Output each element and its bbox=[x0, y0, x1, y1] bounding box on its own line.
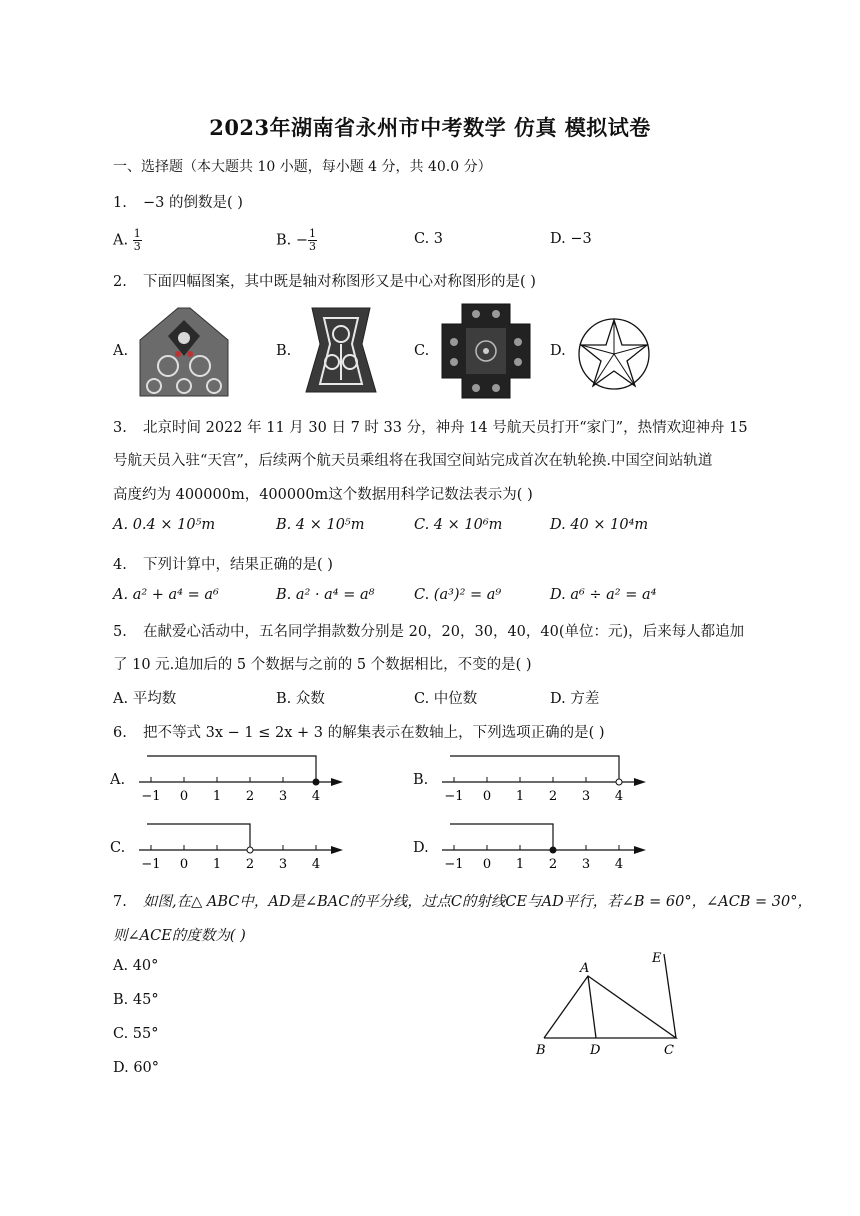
label-b: B bbox=[536, 1043, 546, 1058]
q1-option-b[interactable] bbox=[276, 228, 317, 253]
pattern-d-star-icon bbox=[576, 316, 652, 392]
closed-endpoint bbox=[550, 847, 556, 853]
q2-option-d-label[interactable]: D. bbox=[550, 343, 566, 359]
q6-option-a-label[interactable]: A. bbox=[110, 772, 126, 788]
question-7-line2: 则∠ACE的度数为( ) bbox=[113, 928, 246, 944]
tick-label: 2 bbox=[245, 857, 255, 872]
open-endpoint bbox=[247, 847, 253, 853]
q1-option-d[interactable]: D. −3 bbox=[550, 231, 592, 247]
q5-option-d[interactable]: D. 方差 bbox=[550, 691, 600, 707]
tick-label: 1 bbox=[212, 857, 222, 872]
q4-option-c[interactable]: C. (a³)² = a⁹ bbox=[414, 587, 502, 603]
option-label: B. − bbox=[276, 232, 309, 249]
solution-bracket bbox=[147, 824, 250, 850]
pattern-c-image bbox=[440, 302, 532, 400]
label-a: A bbox=[580, 961, 590, 976]
option-label: A. bbox=[113, 232, 129, 249]
question-3-line3: 高度约为 400000m，400000m这个数据用科学记数法表示为( ) bbox=[113, 487, 533, 503]
tick-label: 2 bbox=[245, 789, 255, 804]
section-heading: 一、选择题（本大题共 10 小题，每小题 4 分，共 40.0 分） bbox=[113, 159, 492, 175]
question-text: 北京时间 2022 年 11 月 30 日 7 时 33 分，神舟 14 号航天员打开“家门”，热情欢迎神舟 15 bbox=[143, 420, 748, 436]
q2-option-a-label[interactable]: A. bbox=[113, 343, 129, 359]
q7-option-a[interactable]: A. 40° bbox=[113, 958, 159, 974]
q4-option-d[interactable]: D. a⁶ ÷ a² = a⁴ bbox=[550, 587, 657, 603]
tick-label: 2 bbox=[548, 789, 558, 804]
q1-option-c[interactable]: C. 3 bbox=[414, 231, 444, 247]
solution-bracket bbox=[147, 756, 316, 782]
tick-label: 1 bbox=[515, 857, 525, 872]
q3-option-b[interactable]: B. 4 × 10⁵m bbox=[276, 517, 365, 533]
question-number: 2. bbox=[113, 274, 127, 290]
tick-label: 0 bbox=[482, 857, 492, 872]
question-2-stem bbox=[113, 270, 536, 291]
tick-label: 2 bbox=[548, 857, 558, 872]
question-1-stem bbox=[113, 191, 243, 212]
tick-label: 0 bbox=[179, 857, 189, 872]
axis-arrow bbox=[634, 778, 646, 786]
tick-label: 0 bbox=[179, 789, 189, 804]
q1-option-a[interactable] bbox=[113, 228, 142, 253]
axis-arrow bbox=[331, 778, 343, 786]
tick-label: 3 bbox=[278, 857, 288, 872]
tick-label: 0 bbox=[482, 789, 492, 804]
tick-label: 3 bbox=[278, 789, 288, 804]
tick-label: 4 bbox=[311, 789, 321, 804]
question-text: 把不等式 3x − 1 ≤ 2x + 3 的解集表示在数轴上，下列选项正确的是( ) bbox=[143, 725, 605, 741]
tick-label: 4 bbox=[614, 857, 624, 872]
question-6-stem bbox=[113, 721, 605, 742]
solution-bracket bbox=[450, 756, 619, 782]
fraction: $\frac{1}{3}$ bbox=[309, 227, 317, 253]
number-line-c bbox=[135, 816, 350, 876]
question-text: −3 的倒数是( ) bbox=[143, 195, 243, 211]
page-title: 2023年湖南省永州市中考数学 仿真 模拟试卷 bbox=[209, 115, 651, 140]
tick-label: −1 bbox=[444, 789, 464, 804]
tick-label: 3 bbox=[581, 857, 591, 872]
question-number: 3. bbox=[113, 420, 127, 436]
axis-arrow bbox=[634, 846, 646, 854]
question-3-stem bbox=[113, 416, 748, 437]
label-d: D bbox=[590, 1043, 601, 1058]
q3-option-c[interactable]: C. 4 × 10⁶m bbox=[414, 517, 503, 533]
axis-arrow bbox=[331, 846, 343, 854]
number-line-a bbox=[135, 748, 350, 808]
q6-option-c-label[interactable]: C. bbox=[110, 840, 126, 856]
tick-label: −1 bbox=[141, 857, 161, 872]
q5-option-b[interactable]: B. 众数 bbox=[276, 691, 325, 707]
question-number: 1. bbox=[113, 195, 127, 211]
tick-label: 3 bbox=[581, 789, 591, 804]
pattern-b-image bbox=[302, 304, 380, 396]
q5-option-a[interactable]: A. 平均数 bbox=[113, 691, 177, 707]
fraction: $\frac{1}{3}$ bbox=[133, 227, 141, 253]
q7-option-c[interactable]: C. 55° bbox=[113, 1026, 159, 1042]
number-line-d bbox=[438, 816, 653, 876]
q3-option-a[interactable]: A. 0.4 × 10⁵m bbox=[113, 517, 216, 533]
q7-option-d[interactable]: D. 60° bbox=[113, 1060, 160, 1076]
q2-option-b-label[interactable]: B. bbox=[276, 343, 292, 359]
question-text: 下列计算中，结果正确的是( ) bbox=[143, 557, 333, 573]
number-line-b bbox=[438, 748, 653, 808]
q6-option-b-label[interactable]: B. bbox=[413, 772, 429, 788]
tick-label: −1 bbox=[444, 857, 464, 872]
question-5-line2: 了 10 元.追加后的 5 个数据与之前的 5 个数据相比，不变的是( ) bbox=[113, 657, 532, 673]
question-3-line2: 号航天员入驻“天宫”，后续两个航天员乘组将在我国空间站完成首次在轨轮换.中国空间站轨道 bbox=[113, 453, 713, 469]
question-5-stem bbox=[113, 620, 744, 641]
question-number: 6. bbox=[113, 725, 127, 741]
q4-option-a[interactable]: A. a² + a⁴ = a⁶ bbox=[113, 587, 219, 603]
question-text: 下面四幅图案，其中既是轴对称图形又是中心对称图形的是( ) bbox=[143, 274, 536, 290]
question-text: 在献爱心活动中，五名同学捐款数分别是 20，20，30，40，40(单位：元)，后来每人都追加 bbox=[143, 624, 745, 640]
question-7-stem bbox=[113, 890, 812, 911]
question-number: 7. bbox=[113, 894, 127, 910]
tick-label: 4 bbox=[614, 789, 624, 804]
tick-label: 1 bbox=[212, 789, 222, 804]
label-c: C bbox=[664, 1043, 674, 1058]
q4-option-b[interactable]: B. a² · a⁴ = a⁸ bbox=[276, 587, 375, 603]
q3-option-d[interactable]: D. 40 × 10⁴m bbox=[550, 517, 649, 533]
solution-bracket bbox=[450, 824, 553, 850]
triangle-figure bbox=[530, 948, 700, 1060]
label-e: E bbox=[652, 951, 662, 966]
q6-option-d-label[interactable]: D. bbox=[413, 840, 429, 856]
q2-option-c-label[interactable]: C. bbox=[414, 343, 430, 359]
question-number: 4. bbox=[113, 557, 127, 573]
question-4-stem bbox=[113, 553, 333, 574]
q7-option-b[interactable]: B. 45° bbox=[113, 992, 159, 1008]
open-endpoint bbox=[616, 779, 622, 785]
q5-option-c[interactable]: C. 中位数 bbox=[414, 691, 478, 707]
tick-label: 1 bbox=[515, 789, 525, 804]
pattern-a-image bbox=[138, 306, 230, 398]
tick-label: −1 bbox=[141, 789, 161, 804]
tick-label: 4 bbox=[311, 857, 321, 872]
closed-endpoint bbox=[313, 779, 319, 785]
question-text: 如图,在△ ABC中，AD是∠BAC的平分线，过点C的射线CE与AD平行，若∠B = 60°，∠ACB = 30°， bbox=[143, 894, 813, 910]
question-number: 5. bbox=[113, 624, 127, 640]
